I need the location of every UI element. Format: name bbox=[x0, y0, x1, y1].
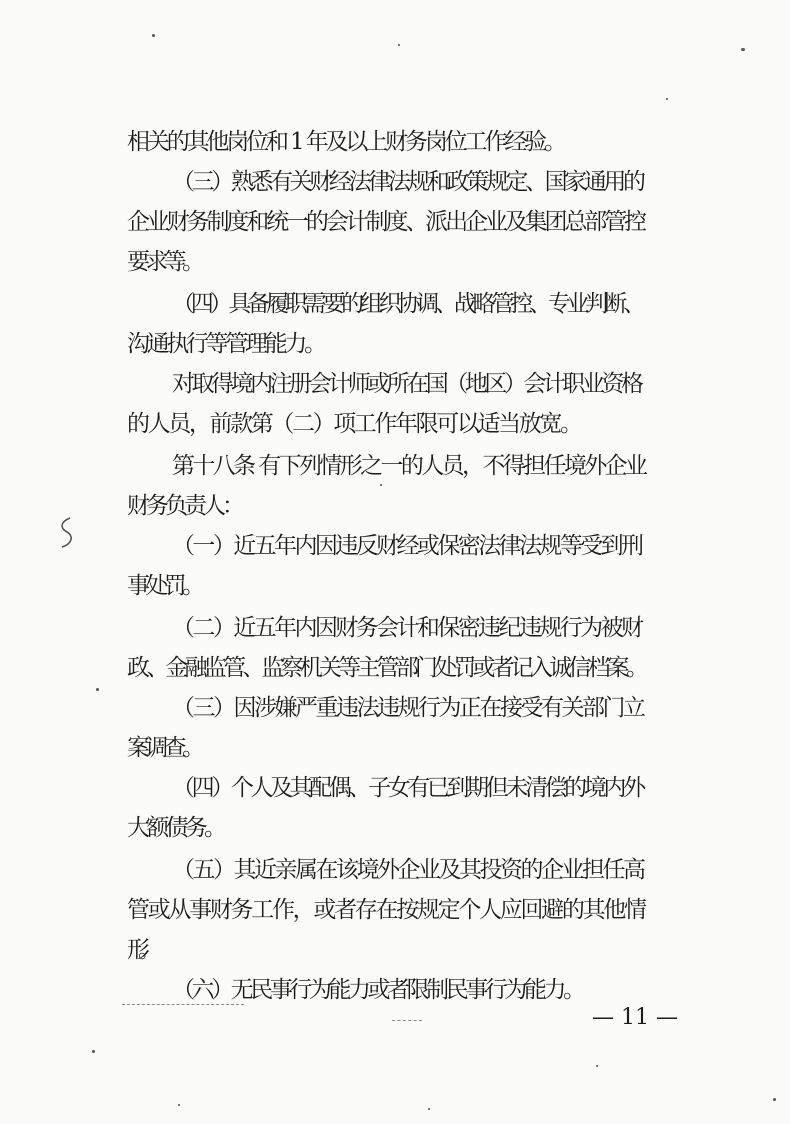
scan-speck bbox=[666, 98, 668, 100]
scan-speck bbox=[596, 1065, 598, 1067]
margin-squiggle-mark bbox=[56, 516, 76, 550]
text-line-18: 大额债务。 bbox=[127, 815, 224, 841]
text-line-6: 沟通执行等管理能力。 bbox=[127, 331, 324, 357]
text-line-12: 事处罚。 bbox=[127, 573, 201, 599]
text-line-7: 对取得境内注册会计师或所在国（地区）会计职业资格 bbox=[172, 371, 641, 397]
scan-speck bbox=[178, 1104, 180, 1106]
text-line-3: 企业财务制度和统一的会计制度、派出企业及集团总部管控 bbox=[127, 209, 644, 235]
scan-artifact-line bbox=[122, 1004, 244, 1005]
scan-speck bbox=[152, 34, 155, 37]
scan-speck bbox=[428, 1108, 430, 1110]
scan-speck bbox=[741, 48, 745, 51]
scan-speck bbox=[92, 1050, 95, 1053]
page-number: — 11 — bbox=[592, 1005, 678, 1030]
scan-speck bbox=[773, 1098, 776, 1101]
text-line-14: 政、金融监管、监察机关等主管部门处罚或者记入诚信档案。 bbox=[127, 655, 646, 681]
text-line-17: （四）个人及其配偶、子女有已到期但未清偿的境内外 bbox=[172, 775, 643, 801]
scan-artifact-line bbox=[392, 1020, 422, 1021]
text-line-11: （一）近五年内因违反财经或保密法律法规等受到刑 bbox=[172, 533, 642, 559]
text-line-10: 财务负责人： bbox=[127, 493, 241, 519]
scan-speck bbox=[398, 44, 400, 46]
text-line-13: （二）近五年内因财务会计和保密违纪违规行为被财 bbox=[172, 615, 642, 641]
text-line-20: 管或从事财务工作，或者存在按规定个人应回避的其他情 bbox=[127, 897, 645, 923]
text-line-2: （三）熟悉有关财经法律法规和政策规定、国家通用的 bbox=[172, 169, 643, 195]
text-line-16: 案调查。 bbox=[127, 735, 201, 761]
scan-speck bbox=[96, 688, 99, 691]
text-line-8: 的人员，前款第（二）项工作年限可以适当放宽。 bbox=[127, 411, 581, 437]
text-line-21: 形。 bbox=[127, 937, 149, 963]
text-line-5: （四）具备履职需要的组织协调、战略管控、专业判断、 bbox=[172, 291, 642, 317]
text-line-9: 第十八条 有下列情形之一的人员，不得担任境外企业 bbox=[172, 453, 646, 479]
text-line-15: （三）因涉嫌严重违法违规行为正在接受有关部门立 bbox=[172, 695, 644, 721]
text-line-22: （六）无民事行为能力或者限制民事行为能力。 bbox=[172, 977, 583, 1003]
scan-speck bbox=[380, 484, 382, 486]
text-line-1: 相关的其他岗位和 1 年及以上财务岗位工作经验。 bbox=[127, 129, 564, 155]
text-line-4: 要求等。 bbox=[127, 249, 201, 275]
text-line-19: （五）其近亲属在该境外企业及其投资的企业担任高 bbox=[172, 857, 644, 883]
